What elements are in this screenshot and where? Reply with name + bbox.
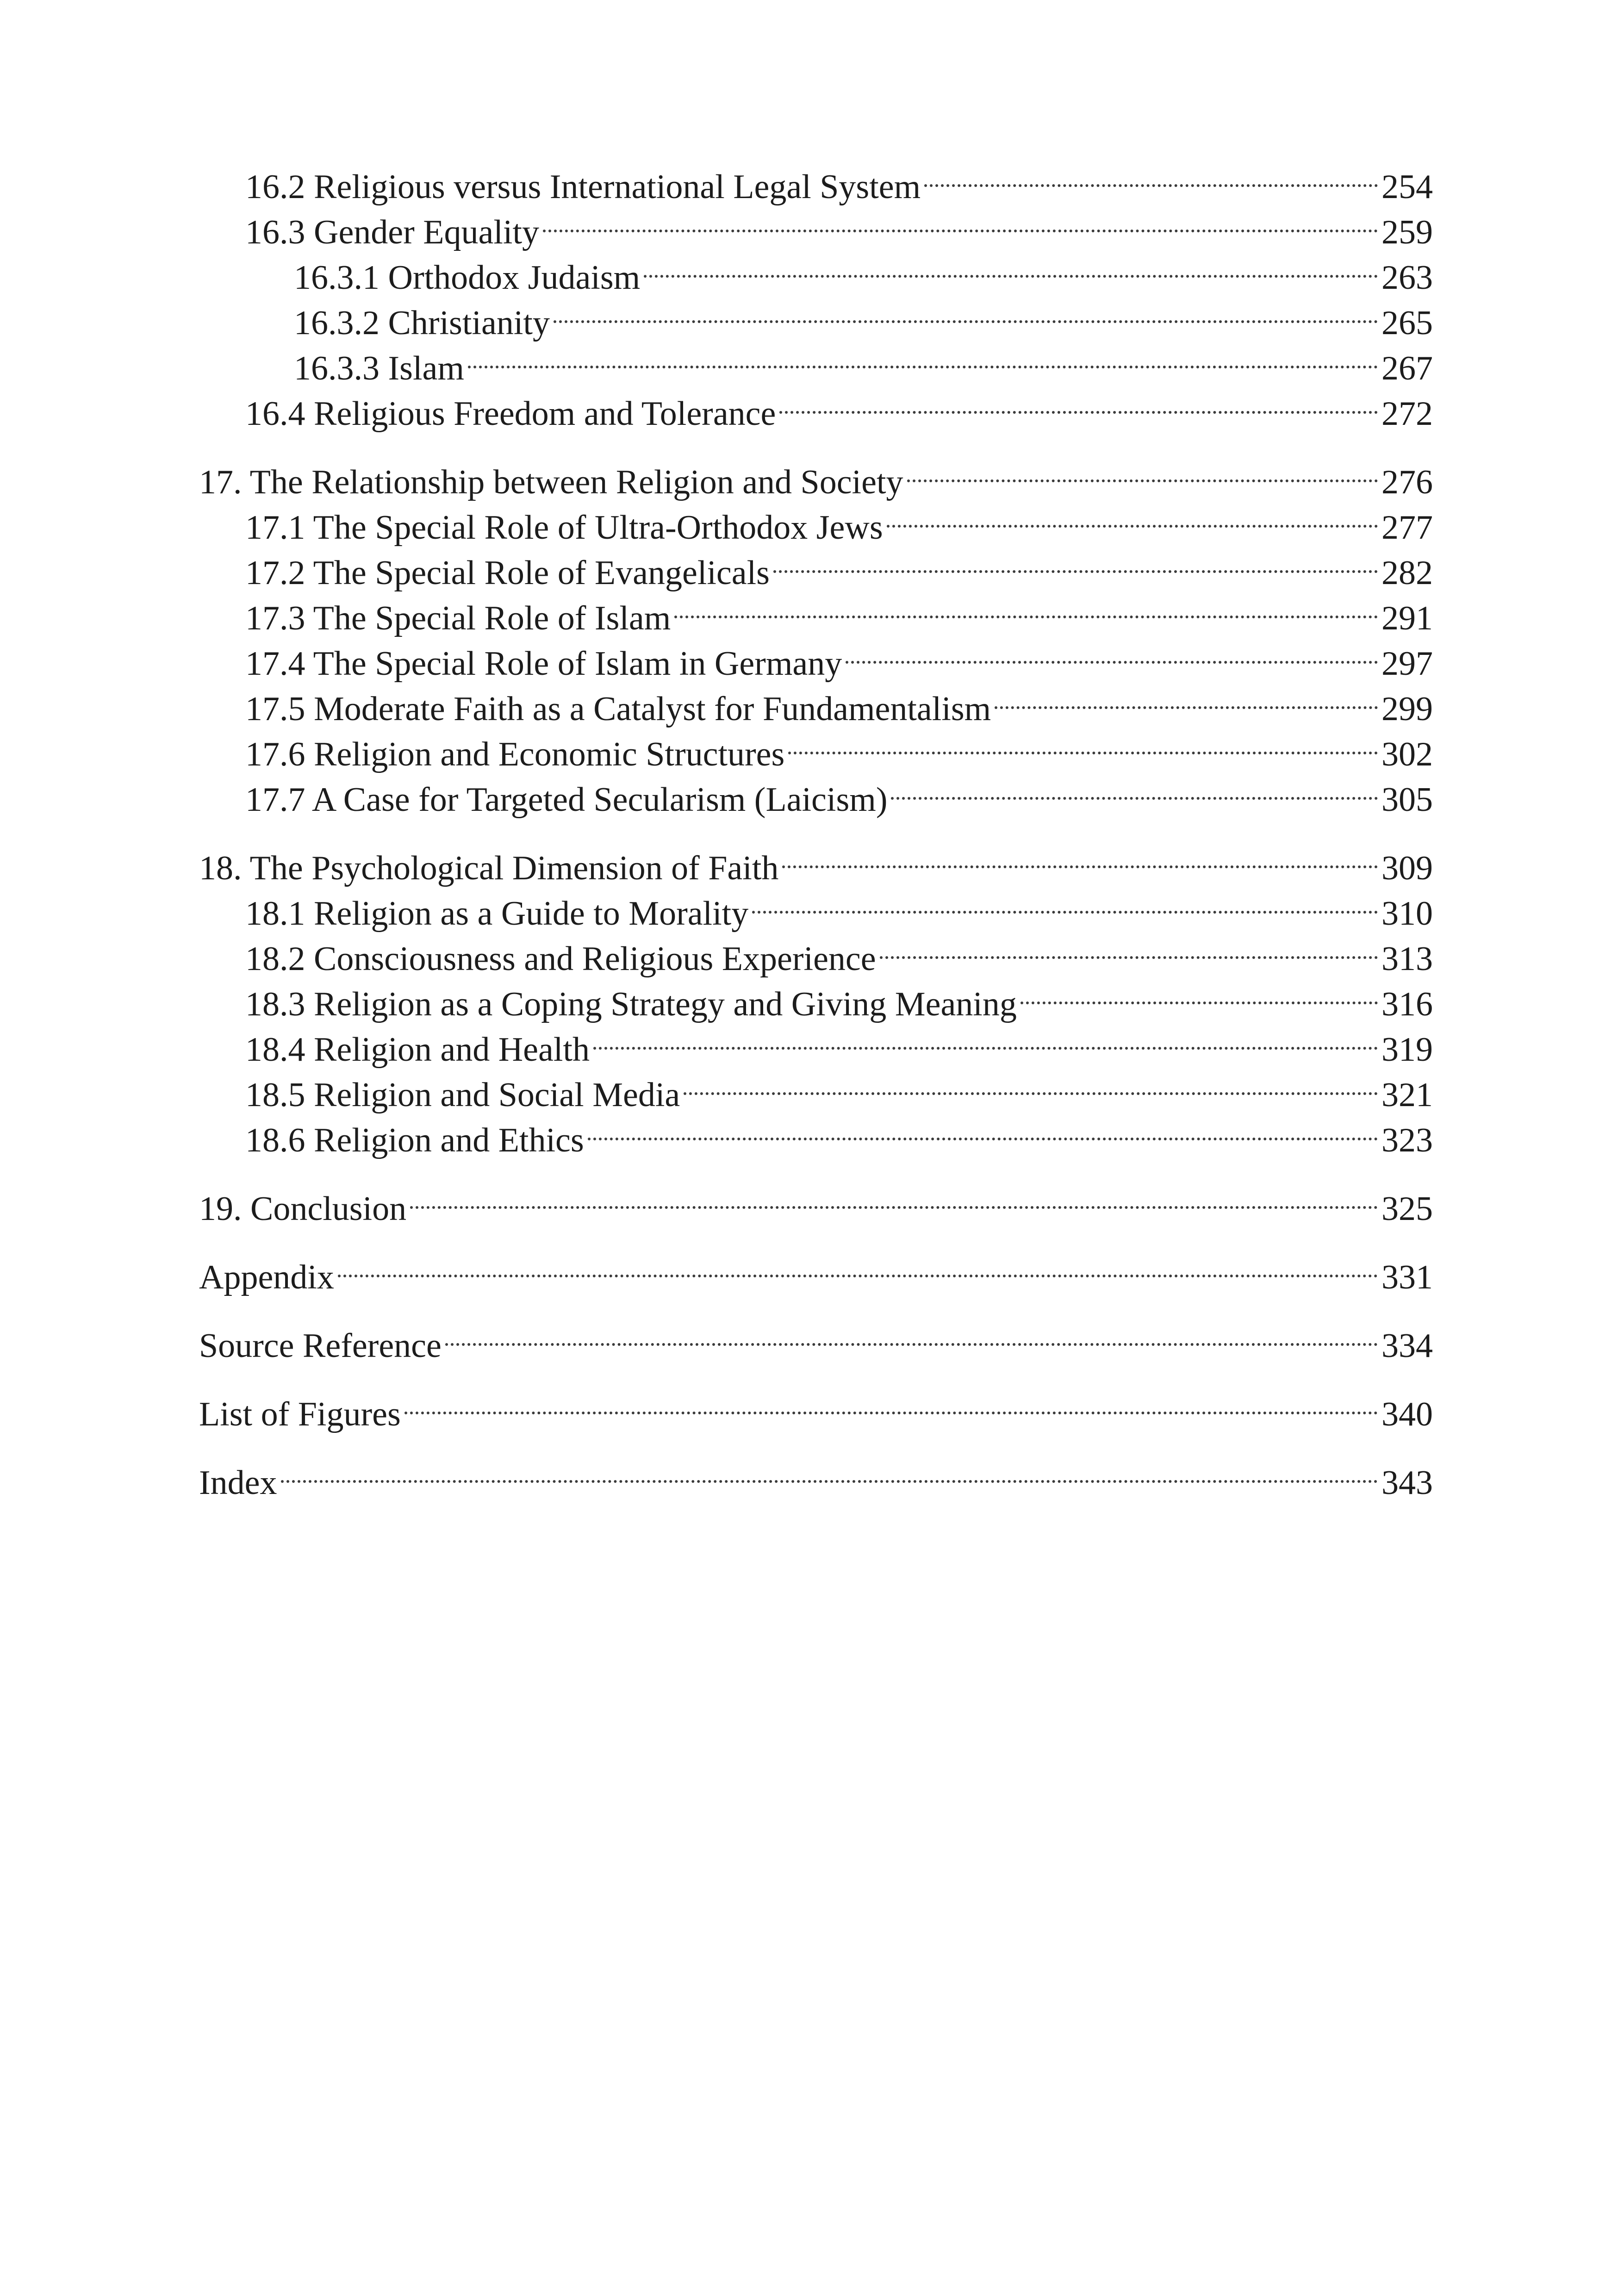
toc-entry-title: 18.5 Religion and Social Media [245, 1072, 684, 1118]
dot-leader [674, 584, 1378, 629]
dot-leader [644, 243, 1378, 289]
toc-entry-page-number: 254 [1382, 168, 1433, 206]
toc-entry-19[interactable] [199, 1175, 1433, 1228]
dot-leader [338, 1243, 1378, 1288]
toc-entry-page-number: 321 [1382, 1076, 1433, 1114]
toc-entry-title: 17.1 The Special Role of Ultra-Orthodox Jews [245, 505, 887, 550]
toc-entry-title: 18.4 Religion and Health [245, 1027, 593, 1072]
toc-entry-title: List of Figures [199, 1392, 404, 1437]
toc-entry-page-number: 309 [1382, 849, 1433, 887]
dot-leader [593, 1015, 1378, 1061]
dot-leader [891, 765, 1378, 811]
toc-entry-title: 18. The Psychological Dimension of Faith [199, 846, 782, 891]
toc-entry-18[interactable] [199, 834, 1433, 887]
toc-entry-title: 18.3 Religion as a Coping Strategy and Giving Meaning [245, 982, 1021, 1027]
toc-entry-title: 16.3 Gender Equality [245, 210, 543, 255]
dot-leader [880, 925, 1378, 970]
toc-entry-title: Index [199, 1460, 281, 1506]
toc-entry-page-number: 302 [1382, 735, 1433, 773]
dot-leader [907, 448, 1378, 493]
dot-leader [887, 493, 1378, 539]
toc-entry-title: 18.6 Religion and Ethics [245, 1118, 588, 1163]
toc-entry-page-number: 277 [1382, 509, 1433, 547]
dot-leader [773, 539, 1378, 584]
dot-leader [1021, 970, 1378, 1015]
dot-leader [543, 198, 1378, 243]
toc-entry-title: 17.5 Moderate Faith as a Catalyst for Fundamentalism [245, 686, 995, 732]
dot-leader [281, 1449, 1378, 1494]
toc-entry-title: 17.4 The Special Role of Islam in Germany [245, 641, 846, 686]
toc-entry-page-number: 340 [1382, 1395, 1433, 1433]
toc-entry-title: 16.3.3 Islam [294, 346, 468, 391]
toc-entry-page-number: 334 [1382, 1327, 1433, 1365]
toc-entry-page-number: 297 [1382, 645, 1433, 683]
toc-entry-title: Source Reference [199, 1323, 445, 1369]
dot-leader [788, 720, 1378, 765]
toc-entry-page-number: 305 [1382, 781, 1433, 819]
toc-entry-list-of-figures[interactable] [199, 1380, 1433, 1433]
toc-entry-page-number: 272 [1382, 395, 1433, 433]
toc-entry-17[interactable] [199, 448, 1433, 501]
toc-entry-page-number: 282 [1382, 554, 1433, 592]
toc-entry-page-number: 319 [1382, 1031, 1433, 1069]
toc-entry-title: 17. The Relationship between Religion and Society [199, 460, 907, 505]
toc-entry-title: Appendix [199, 1255, 338, 1300]
toc-entry-title: 16.3.2 Christianity [294, 300, 554, 346]
toc-entry-page-number: 310 [1382, 895, 1433, 933]
toc-entry-page-number: 331 [1382, 1258, 1433, 1296]
toc-entry-page-number: 259 [1382, 213, 1433, 251]
toc-entry-page-number: 276 [1382, 463, 1433, 501]
toc-entry-16-2[interactable] [199, 153, 1433, 206]
toc-entry-page-number: 267 [1382, 349, 1433, 387]
dot-leader [445, 1312, 1378, 1357]
toc-entry-title: 16.2 Religious versus International Legal System [245, 164, 924, 210]
dot-leader [468, 334, 1378, 380]
toc-entry-page-number: 323 [1382, 1121, 1433, 1159]
toc-entry-title: 17.3 The Special Role of Islam [245, 596, 674, 641]
dot-leader [782, 834, 1378, 879]
dot-leader [588, 1106, 1378, 1151]
toc-entry-page-number: 325 [1382, 1190, 1433, 1228]
toc-entry-page-number: 316 [1382, 985, 1433, 1023]
dot-leader [995, 675, 1378, 720]
toc-entry-page-number: 299 [1382, 690, 1433, 728]
dot-leader [554, 289, 1378, 334]
dot-leader [752, 879, 1378, 925]
toc-entry-title: 18.2 Consciousness and Religious Experience [245, 936, 880, 982]
toc-entry-title: 16.4 Religious Freedom and Tolerance [245, 391, 779, 436]
toc-entry-page-number: 291 [1382, 599, 1433, 637]
toc-entry-source-reference[interactable] [199, 1312, 1433, 1365]
toc-entry-page-number: 313 [1382, 940, 1433, 978]
toc-entry-title: 18.1 Religion as a Guide to Morality [245, 891, 752, 936]
toc-entry-title: 17.7 A Case for Targeted Secularism (Laicism) [245, 777, 891, 822]
dot-leader [404, 1380, 1378, 1425]
toc-entry-page-number: 343 [1382, 1464, 1433, 1502]
toc-entry-page-number: 265 [1382, 304, 1433, 342]
toc-entry-title: 19. Conclusion [199, 1186, 410, 1232]
dot-leader [846, 629, 1378, 675]
dot-leader [779, 380, 1378, 425]
dot-leader [410, 1175, 1378, 1220]
toc-entry-title: 16.3.1 Orthodox Judaism [294, 255, 644, 300]
toc-entry-page-number: 263 [1382, 259, 1433, 297]
toc-entry-appendix[interactable] [199, 1243, 1433, 1296]
toc-entry-title: 17.2 The Special Role of Evangelicals [245, 550, 773, 596]
dot-leader [684, 1061, 1378, 1106]
toc-entry-title: 17.6 Religion and Economic Structures [245, 732, 788, 777]
toc-entry-index[interactable] [199, 1449, 1433, 1502]
dot-leader [924, 153, 1378, 198]
table-of-contents [199, 153, 1433, 1502]
